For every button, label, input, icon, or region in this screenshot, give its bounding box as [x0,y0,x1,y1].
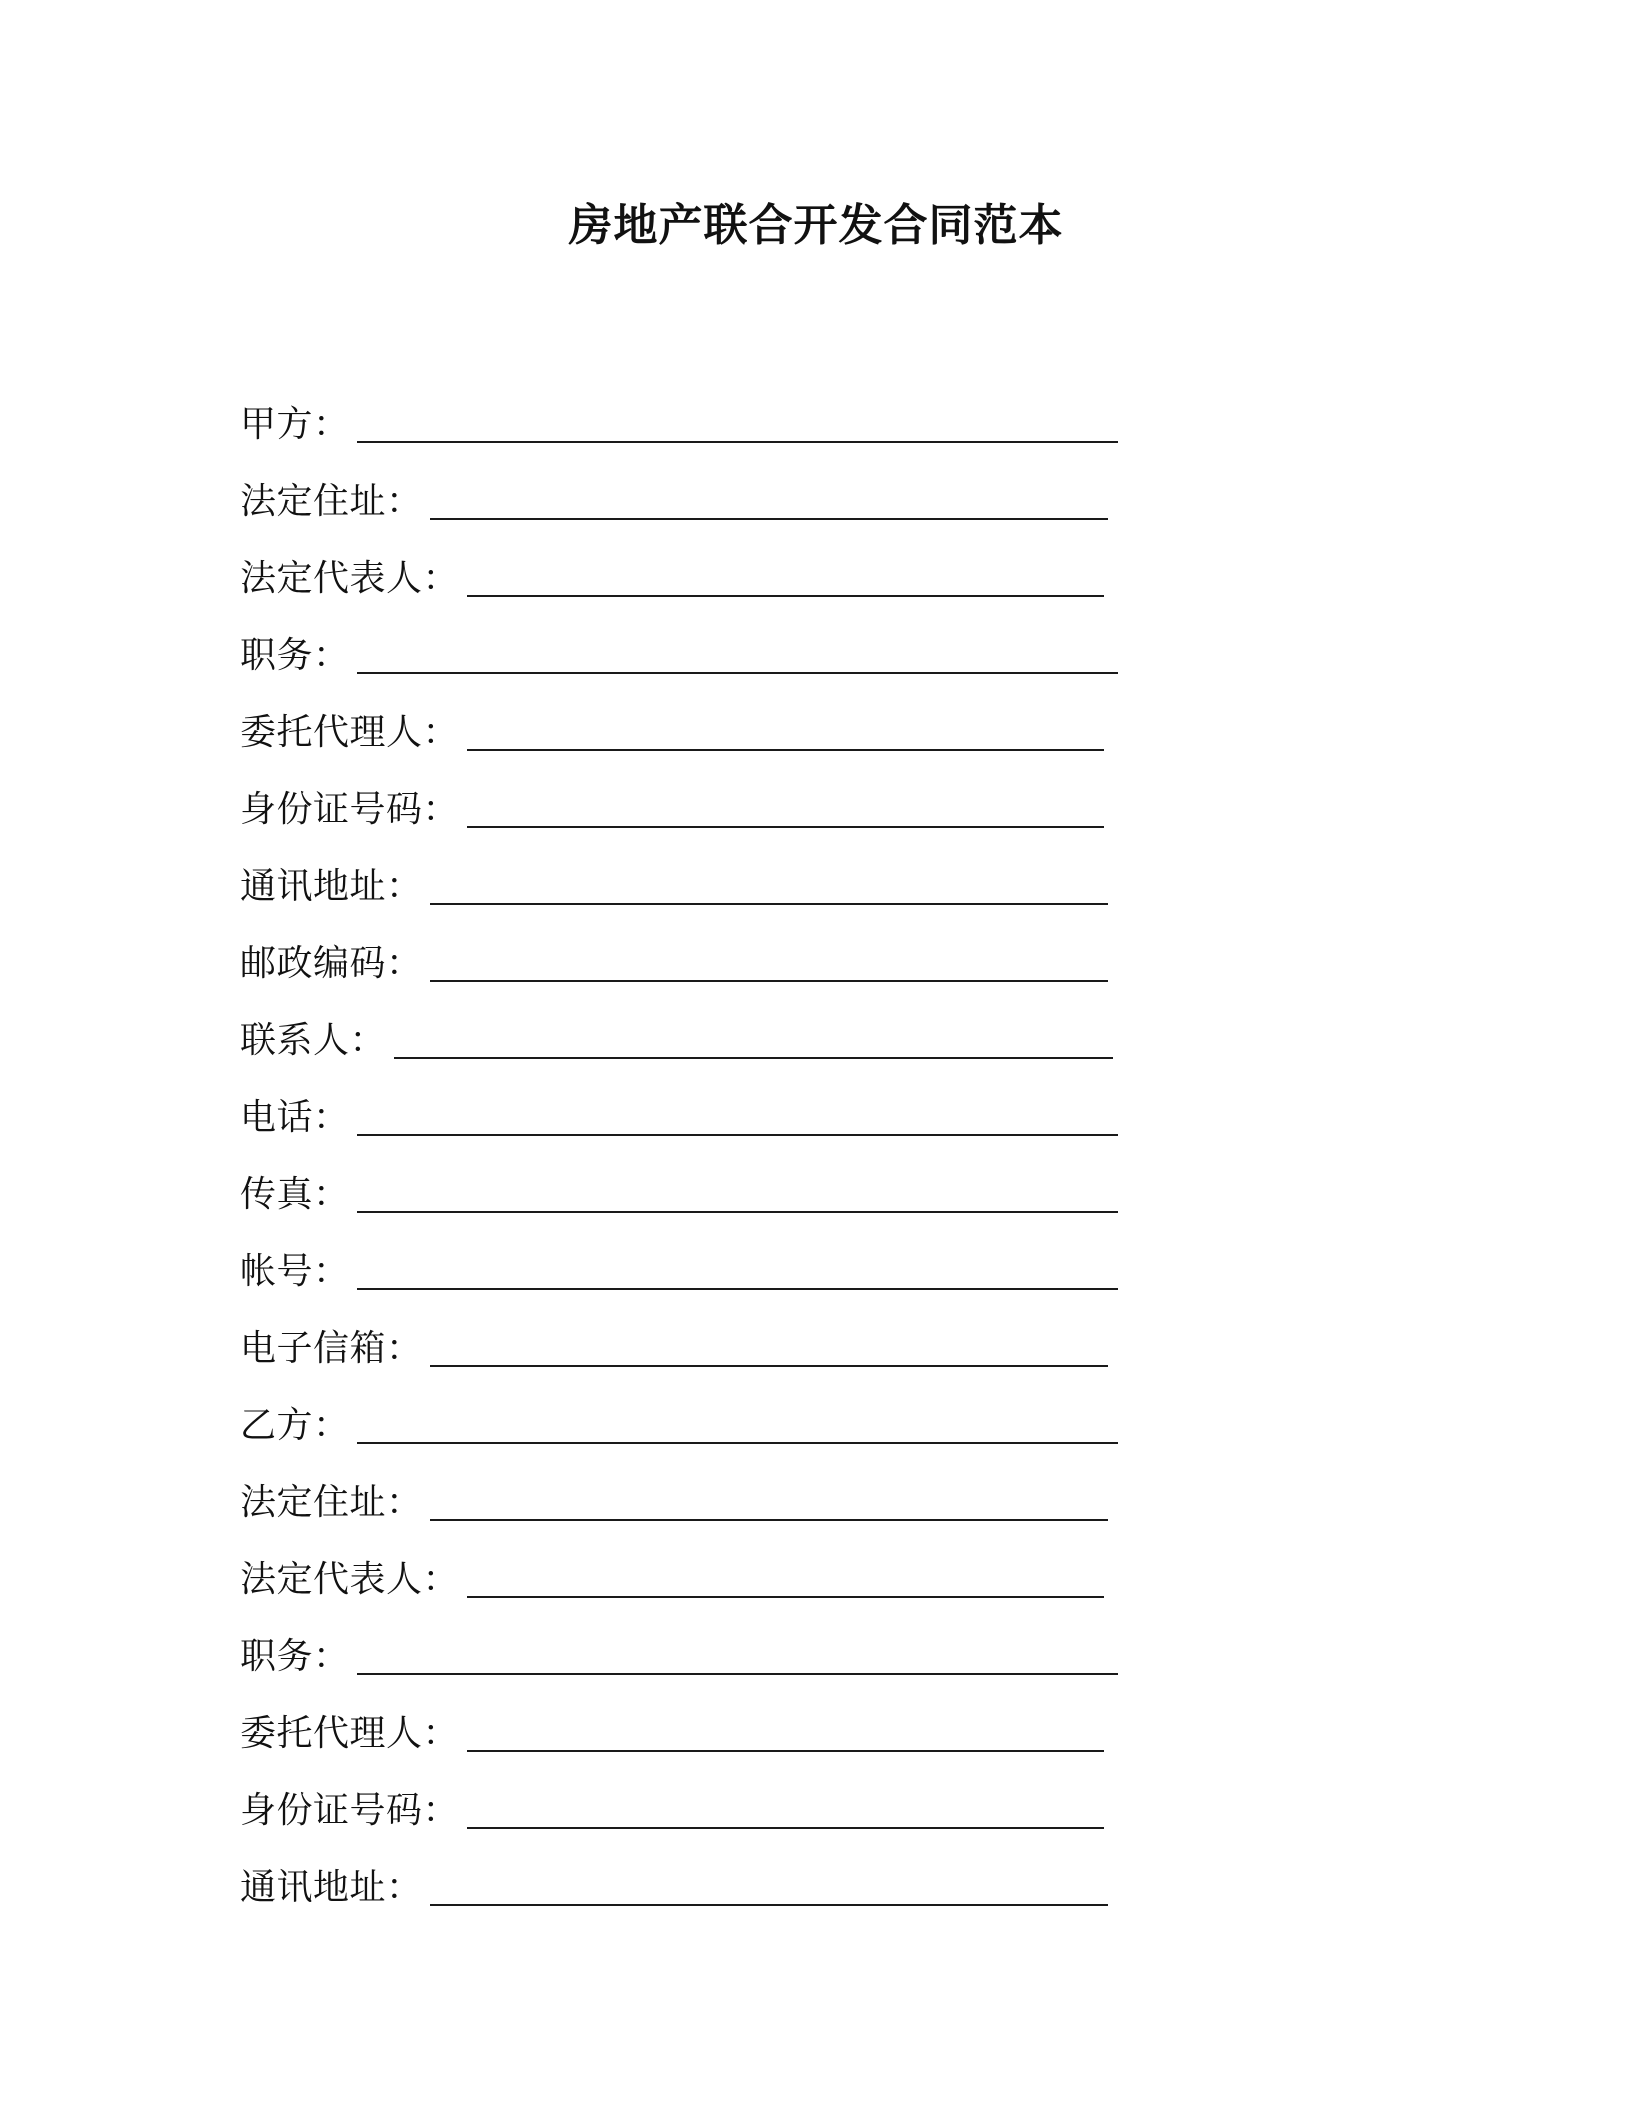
field-colon: ： [422,1713,459,1754]
form-field-row [240,1142,1240,1219]
field-label: 身份证号码 [240,789,423,830]
field-colon: ： [386,1867,423,1908]
field-colon: ： [422,1559,459,1600]
form-field-row [240,1373,1240,1450]
field-label: 帐号 [240,1251,314,1292]
fill-in-blank-line[interactable] [430,903,1108,905]
fill-in-blank-line[interactable] [357,1288,1118,1290]
field-label: 职务 [240,635,314,676]
form-field-row [240,988,1240,1065]
fill-in-blank-line[interactable] [430,980,1108,982]
field-colon: ： [386,1482,423,1523]
field-colon: ： [313,1097,350,1138]
form-field-row [240,1527,1240,1604]
fill-in-blank-line[interactable] [467,1596,1104,1598]
field-colon: ： [422,558,459,599]
field-colon: ： [422,1790,459,1831]
fill-in-blank-line[interactable] [430,518,1108,520]
form-field-row [240,680,1240,757]
field-colon: ： [313,1174,350,1215]
form-field-row [240,449,1240,526]
field-label: 委托代理人 [240,1713,423,1754]
form-field-row [240,1758,1240,1835]
form-field-row [240,911,1240,988]
field-colon: ： [313,404,350,445]
form-field-row [240,526,1240,603]
field-colon: ： [386,1328,423,1369]
form-field-row [240,372,1240,449]
field-label: 身份证号码 [240,1790,423,1831]
form-field-row [240,1219,1240,1296]
field-colon: ： [349,1020,386,1061]
field-label: 电话 [240,1097,314,1138]
field-label: 传真 [240,1174,314,1215]
field-label: 法定住址 [240,481,387,522]
fill-in-blank-line[interactable] [357,1211,1118,1213]
field-colon: ： [386,943,423,984]
form-field-row [240,757,1240,834]
field-label: 法定代表人 [240,558,423,599]
fill-in-blank-line[interactable] [467,1750,1104,1752]
field-colon: ： [313,1405,350,1446]
field-label: 法定代表人 [240,1559,423,1600]
field-colon: ： [313,635,350,676]
fill-in-blank-line[interactable] [430,1904,1108,1906]
form-field-row [240,1604,1240,1681]
fill-in-blank-line[interactable] [357,1442,1118,1444]
form-field-row [240,1065,1240,1142]
field-colon: ： [313,1636,350,1677]
fill-in-blank-line[interactable] [467,595,1104,597]
field-colon: ： [386,866,423,907]
form-field-row [240,603,1240,680]
field-label: 甲方 [240,404,314,445]
field-label: 法定住址 [240,1482,387,1523]
field-colon: ： [422,712,459,753]
fill-in-blank-line[interactable] [467,826,1104,828]
fill-in-blank-line[interactable] [430,1365,1108,1367]
field-label: 邮政编码 [240,943,387,984]
party-info-list [240,372,1240,1912]
field-colon: ： [386,481,423,522]
form-field-row [240,1296,1240,1373]
form-field-row [240,834,1240,911]
fill-in-blank-line[interactable] [430,1519,1108,1521]
fill-in-blank-line[interactable] [357,1673,1118,1675]
field-label: 通讯地址 [240,1867,387,1908]
document-title: 房地产联合开发合同范本 [568,200,1064,251]
field-label: 联系人 [240,1020,350,1061]
fill-in-blank-line[interactable] [357,672,1118,674]
field-colon: ： [422,789,459,830]
fill-in-blank-line[interactable] [357,441,1118,443]
field-colon: ： [313,1251,350,1292]
field-label: 职务 [240,1636,314,1677]
field-label: 乙方 [240,1405,314,1446]
fill-in-blank-line[interactable] [357,1134,1118,1136]
form-field-row [240,1835,1240,1912]
field-label: 通讯地址 [240,866,387,907]
form-field-row [240,1681,1240,1758]
fill-in-blank-line[interactable] [467,1827,1104,1829]
field-label: 电子信箱 [240,1328,387,1369]
field-label: 委托代理人 [240,712,423,753]
fill-in-blank-line[interactable] [394,1057,1113,1059]
form-field-row [240,1450,1240,1527]
fill-in-blank-line[interactable] [467,749,1104,751]
